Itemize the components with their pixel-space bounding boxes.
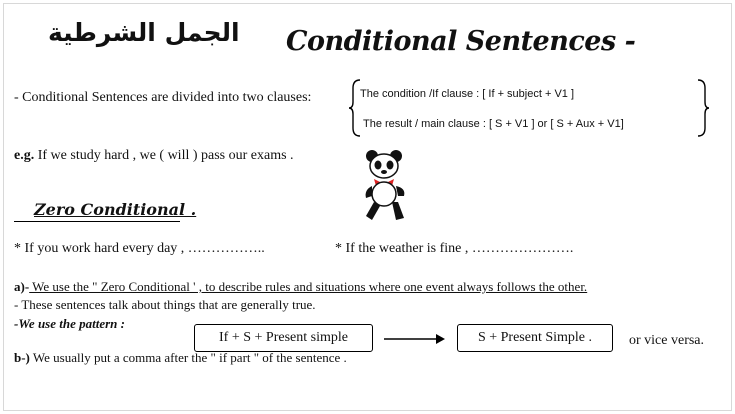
condition-clause: The condition /If clause : [ If + subject + V1 ] <box>360 88 575 100</box>
zero-conditional-heading: Zero Conditional . <box>34 200 197 219</box>
pattern-label: -We use the pattern : <box>14 316 125 331</box>
intro-text: - Conditional Sentences are divided into two clauses: <box>14 90 312 105</box>
example-sentence <box>14 148 294 164</box>
english-title: Conditional Sentences - <box>286 26 636 57</box>
arabic-title: الجمل الشرطية <box>48 18 240 47</box>
rule-a-label: a)- <box>14 279 30 294</box>
example-text: If we study hard , we ( will ) pass our exams . <box>34 148 294 163</box>
rule-comma-label: b-) <box>14 350 30 365</box>
right-arrow-icon <box>382 333 446 345</box>
example-label: e.g. <box>14 148 35 163</box>
exercise-2: * If the weather is fine , …………………. <box>335 241 574 256</box>
heading-underline <box>14 221 180 222</box>
panda-clipart <box>358 146 410 224</box>
pattern-if-clause-box: If + S + Present simple <box>194 324 373 352</box>
rule-comma-text: We usually put a comma after the " if part " of the sentence . <box>29 350 347 365</box>
result-clause: The result / main clause : [ S + V1 ] or [ S + Aux + V1] <box>363 118 624 130</box>
exercise-1: * If you work hard every day , …………….. <box>14 241 265 256</box>
rule-b: - These sentences talk about things that are generally true. <box>14 297 316 312</box>
rule-comma <box>14 350 347 366</box>
right-brace-icon <box>696 78 710 138</box>
left-brace-icon <box>348 78 362 138</box>
pattern-main-clause-box: S + Present Simple . <box>457 324 613 352</box>
vice-versa-text: or vice versa. <box>629 333 705 348</box>
rule-a <box>14 279 587 295</box>
rule-a-text: We use the " Zero Conditional ' , to describe rules and situations where one event always follows the other. <box>29 279 588 294</box>
